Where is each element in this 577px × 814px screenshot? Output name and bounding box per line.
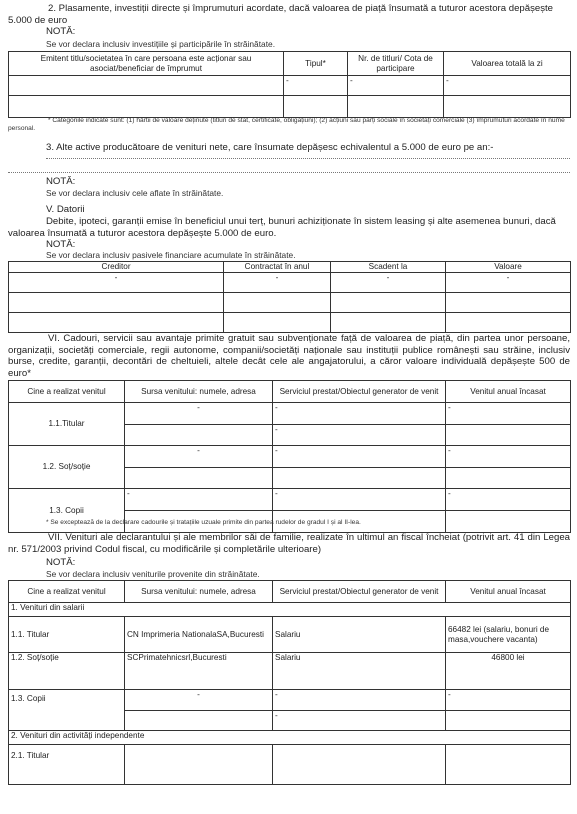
table-cell <box>348 96 444 118</box>
column-header: Nr. de titluri/ Cota de participare <box>348 52 444 76</box>
table-cell <box>9 96 284 118</box>
table-cell: - <box>348 76 444 96</box>
table-cell <box>125 711 273 731</box>
gifts-table <box>8 380 571 533</box>
table-cell <box>273 745 446 785</box>
table-row <box>9 293 571 313</box>
income-source: SCPrimatehnicsrl,Bucuresti <box>125 653 273 690</box>
table-row <box>9 273 571 293</box>
section-5-nota: NOTĂ: <box>46 239 76 250</box>
table-cell: - <box>273 446 446 468</box>
table-cell <box>446 425 571 446</box>
column-header: Scadent la <box>331 262 446 273</box>
column-header: Serviciul prestat/Obiectul generator de venit <box>273 381 446 403</box>
table-row <box>9 96 571 118</box>
table-cell: - <box>284 76 348 96</box>
table-cell <box>446 313 571 333</box>
column-header: Tipul* <box>284 52 348 76</box>
section-2-paragraph: 2. Plasamente, investiții directe și împrumuturi acordate, dacă valoarea de piață însumată a tuturor acestora depășește 5.000 de euro <box>8 3 554 26</box>
column-header: Serviciul prestat/Obiectul generator de venit <box>273 581 446 603</box>
section-5-note: Se vor declara inclusiv pasivele financiare acumulate în străinătate. <box>46 250 296 260</box>
column-header: Emitent titlu/societatea în care persoana este acționar sau asociat/beneficiar de împrumut <box>9 52 284 76</box>
column-header: Valoarea totală la zi <box>444 52 571 76</box>
table-row <box>9 653 571 690</box>
section-6-paragraph: VI. Cadouri, servicii sau avantaje primite gratuit sau subvenționate față de valoarea de piață, din partea unor persoane, organizații, societăți comerciale, regii autonome, companii/societăți naționale sau instituții publice românești sau străine, inclusiv burse, credite, garanții, decontări de cheltuieli, altele decât cele ale angajatorului, a căror valoare individuală depășește 500 de euro* <box>8 333 570 379</box>
row-label: 1.1.Titular <box>9 403 125 446</box>
column-header: Valoare <box>446 262 571 273</box>
table-cell: - <box>446 446 571 468</box>
income-amount: 46800 lei <box>446 653 571 690</box>
row-label: 2.1. Titular <box>9 745 125 785</box>
table-cell: - <box>273 711 446 731</box>
table-cell: - <box>446 273 571 293</box>
table-cell: - <box>125 489 273 511</box>
column-header: Creditor <box>9 262 224 273</box>
table-row <box>9 745 571 785</box>
table-cell <box>9 76 284 96</box>
column-header: Sursa venitului: numele, adresa <box>125 381 273 403</box>
table-row <box>9 76 571 96</box>
row-label: 1.3. Copii <box>9 690 125 731</box>
section-5-heading: V. Datorii <box>46 204 85 215</box>
table-cell: - <box>224 273 331 293</box>
row-label: 1.3. Copii <box>9 489 125 533</box>
table-cell: - <box>125 690 273 711</box>
table-cell: - <box>273 690 446 711</box>
table-row <box>9 489 571 511</box>
income-table <box>8 580 571 785</box>
column-header: Cine a realizat venitul <box>9 381 125 403</box>
table-cell <box>446 745 571 785</box>
table-cell <box>331 313 446 333</box>
table-cell: - <box>273 403 446 425</box>
section-3-paragraph: 3. Alte active producătoare de venituri nete, care însumate depășesc echivalentul a 5.000 de euro pe an:- <box>46 142 494 153</box>
section-3-nota: NOTĂ: <box>46 176 76 187</box>
table-cell <box>125 425 273 446</box>
table-cell: - <box>273 489 446 511</box>
table-cell: - <box>446 690 571 711</box>
dotted-line <box>46 158 570 159</box>
gifts-footnote: * Se exceptează de la declarare cadourile și tratațiile uzuale primite din partea rudelor de gradul I și al II-lea. <box>46 519 361 526</box>
table-cell <box>125 468 273 489</box>
investments-table <box>8 51 571 118</box>
section-5-paragraph: Debite, ipoteci, garanții emise în beneficiul unui terț, bunuri achiziționate în sistem leasing și alte asemenea bunuri, dacă valoarea însumată a tuturor acestora depășește 5.000 de euro. <box>8 216 556 239</box>
debts-table <box>8 261 571 333</box>
dotted-line <box>8 172 570 173</box>
section-2-note: Se vor declara inclusiv investițiile și participările în străinătate. <box>46 39 276 49</box>
table-cell: - <box>273 425 446 446</box>
row-label: 1.1. Titular <box>9 617 125 653</box>
table-cell: - <box>444 76 571 96</box>
row-label: 1.2. Soț/soție <box>9 446 125 489</box>
section-7-note: Se vor declara inclusiv veniturile provenite din străinătate. <box>46 569 260 579</box>
table-cell <box>273 468 446 489</box>
table-cell: - <box>125 446 273 468</box>
income-service: Salariu <box>273 617 446 653</box>
table-cell <box>446 293 571 313</box>
column-header: Contractat în anul <box>224 262 331 273</box>
section-row-independent: 2. Venituri din activități independente <box>9 731 571 745</box>
table-cell: - <box>446 489 571 511</box>
table-row <box>9 403 571 425</box>
table-cell <box>331 293 446 313</box>
table-cell: - <box>331 273 446 293</box>
table-row <box>9 690 571 711</box>
column-header: Cine a realizat venitul <box>9 581 125 603</box>
section-3-note: Se vor declara inclusiv cele aflate în străinătate. <box>46 188 224 198</box>
investments-footnote: * Categoriile indicate sunt: (1) hârtii de valoare deținute (titluri de stat, certificate, obligațiuni); (2) acțiuni sau părți sociale în societăți comerciale (3) împrumuturi acordate în nume personal. <box>8 117 565 132</box>
table-cell <box>446 468 571 489</box>
table-cell <box>446 711 571 731</box>
column-header: Venitul anual încasat <box>446 581 571 603</box>
table-row <box>9 617 571 653</box>
section-2-nota: NOTĂ: <box>46 26 76 37</box>
table-row <box>9 313 571 333</box>
income-amount: 66482 lei (salariu, bonuri de masa,vouchere vacanta) <box>446 617 571 653</box>
table-cell <box>224 313 331 333</box>
section-row-salaries: 1. Venituri din salarii <box>9 603 571 617</box>
table-row <box>9 446 571 468</box>
table-cell <box>284 96 348 118</box>
table-cell <box>224 293 331 313</box>
column-header: Venitul anual încasat <box>446 381 571 403</box>
table-cell <box>9 293 224 313</box>
table-cell: - <box>9 273 224 293</box>
table-cell <box>9 313 224 333</box>
income-service: Salariu <box>273 653 446 690</box>
column-header: Sursa venitului: numele, adresa <box>125 581 273 603</box>
table-cell <box>125 745 273 785</box>
table-cell: - <box>125 403 273 425</box>
income-source: CN Imprimeria NationalaSA,Bucuresti <box>125 617 273 653</box>
table-cell <box>444 96 571 118</box>
row-label: 1.2. Soț/soție <box>9 653 125 690</box>
section-7-nota: NOTĂ: <box>46 557 76 568</box>
table-cell: - <box>446 403 571 425</box>
section-7-paragraph: VII. Venituri ale declarantului și ale membrilor săi de familie, realizate în ultimul an fiscal încheiat (potrivit art. 41 din Legea nr. 571/2003 privind Codul fiscal, cu modificările și completările ulterioare) <box>8 532 570 555</box>
